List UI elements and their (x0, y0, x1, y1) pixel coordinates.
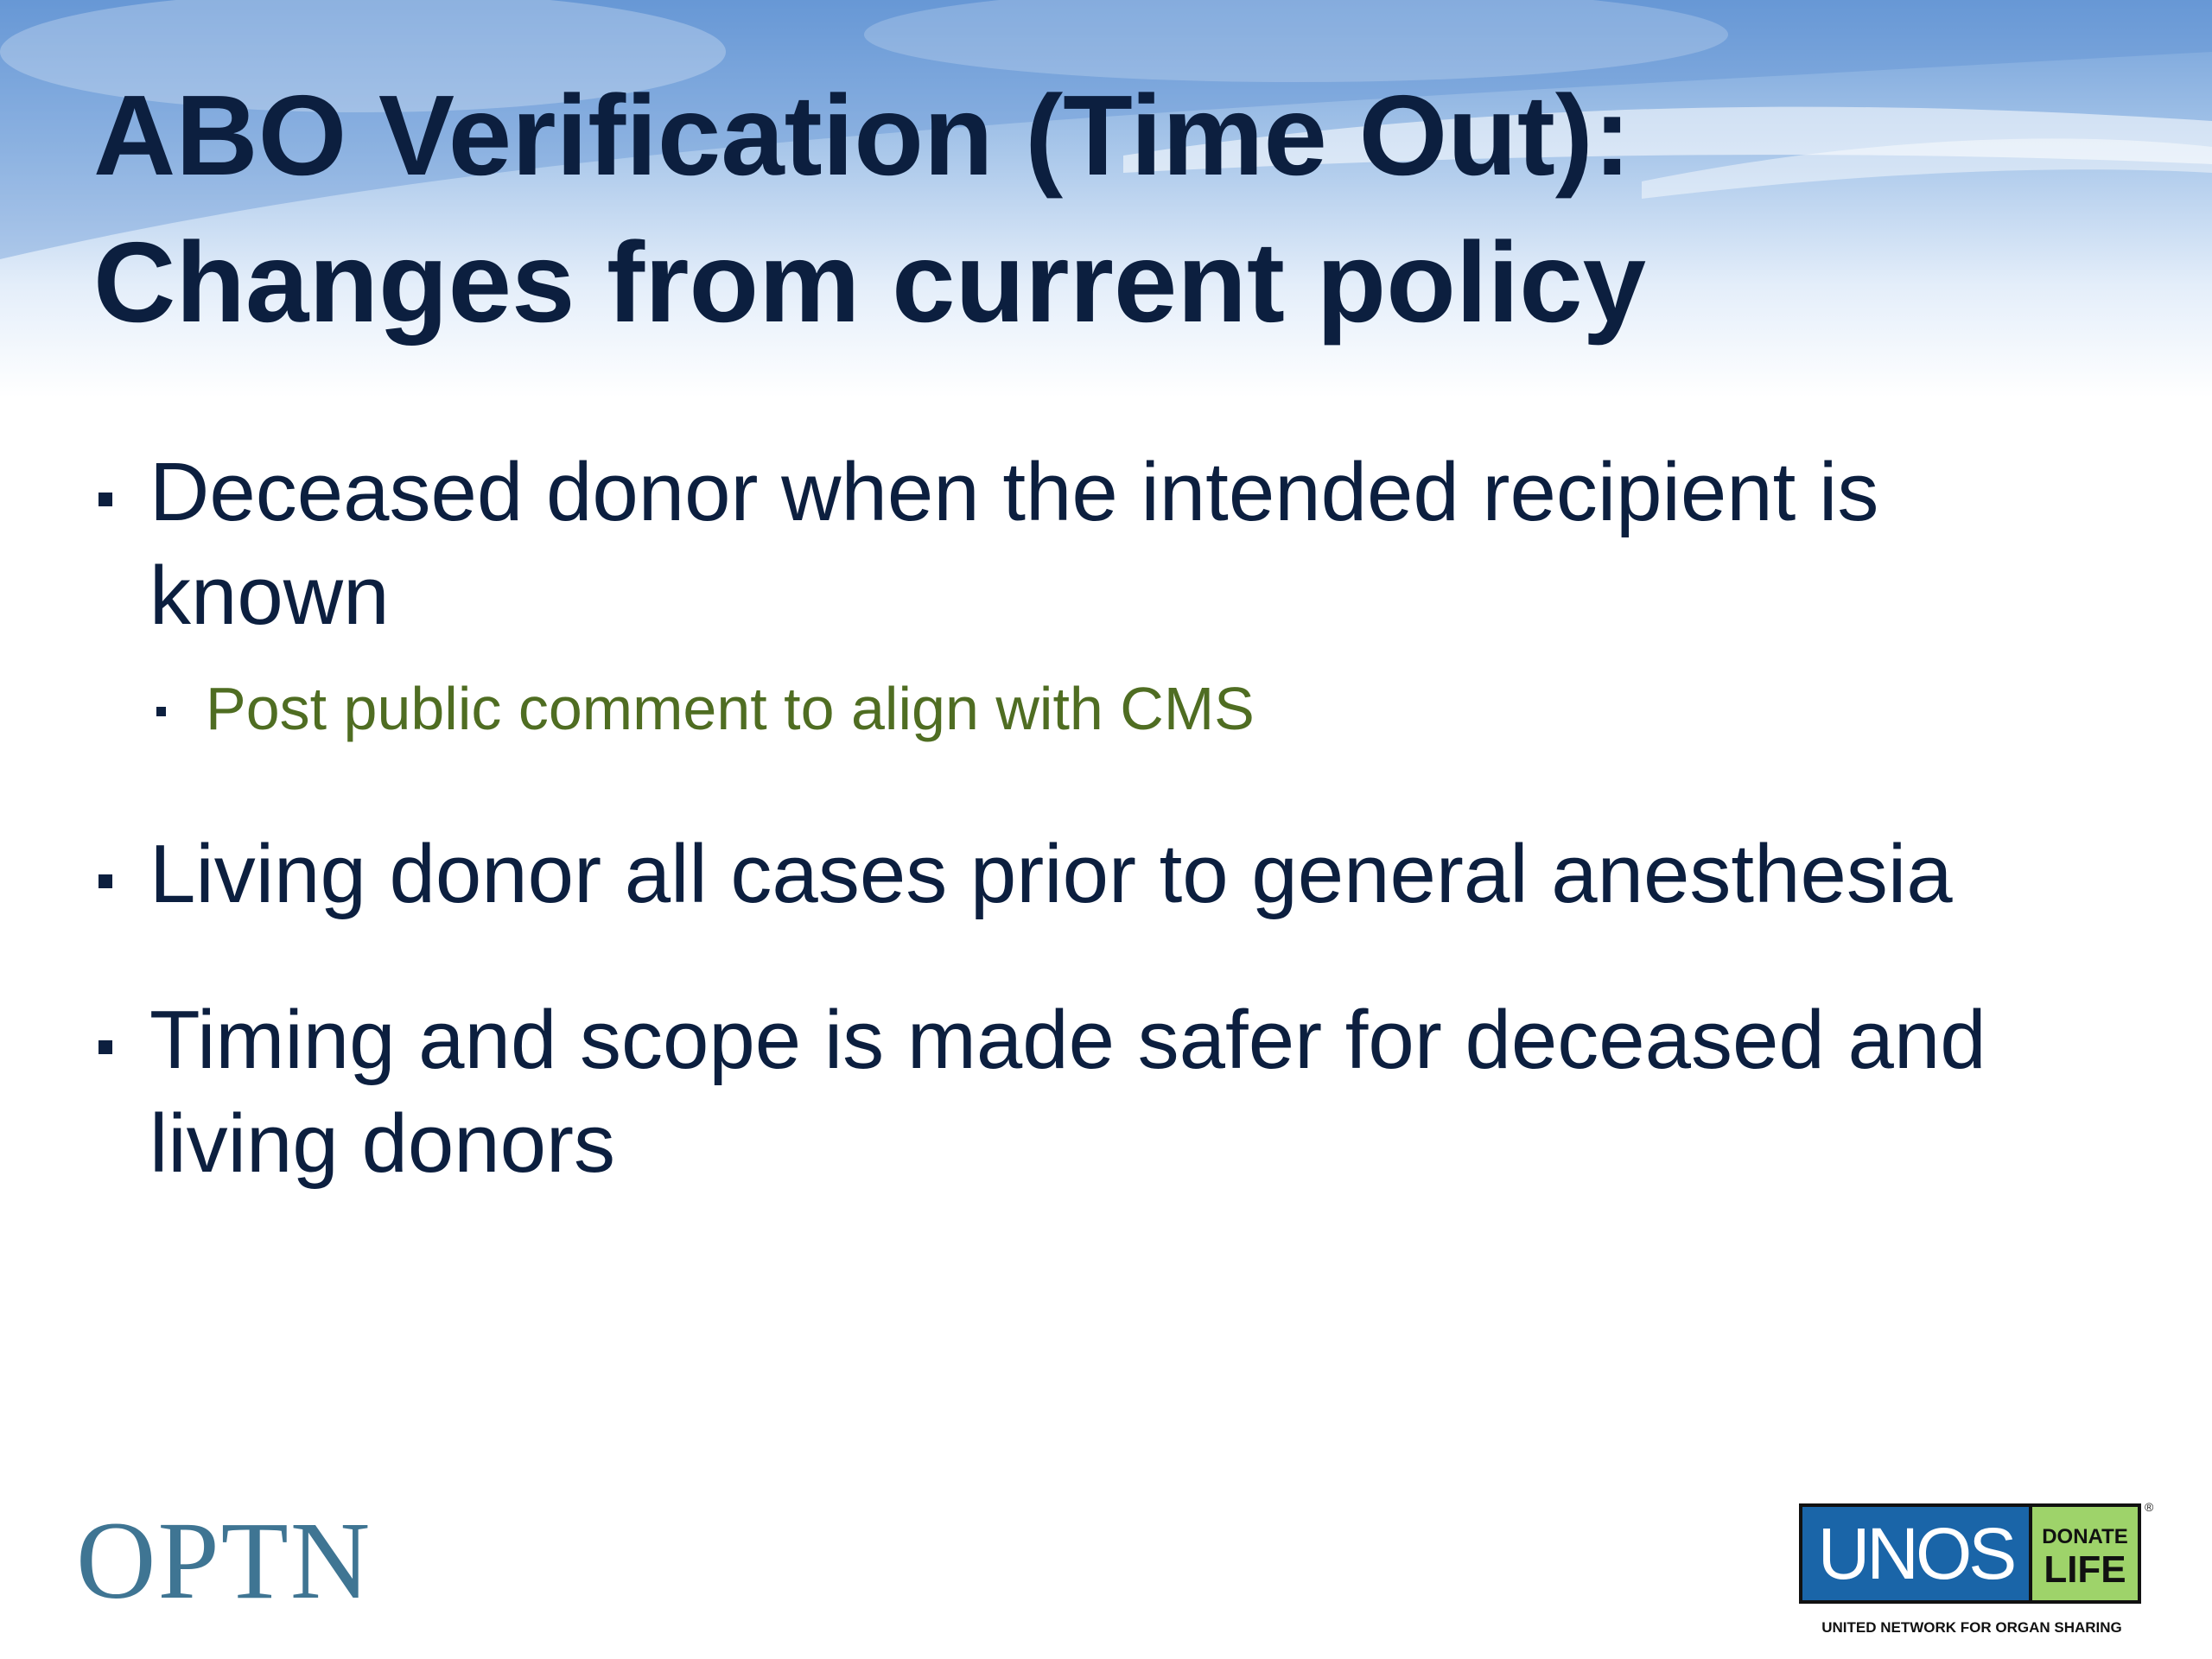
sub-bullet-marker-icon (156, 707, 166, 716)
bullet-deceased-donor (93, 441, 2124, 648)
title-line-2: Changes from current policy (93, 219, 1647, 346)
sub-bullet-post-public-comment (149, 671, 2124, 747)
donate-label: DONATE (2042, 1525, 2128, 1548)
unos-donate-life-logo (1799, 1500, 2154, 1638)
bullet-marker-icon (99, 493, 112, 506)
bullet-marker-icon (99, 874, 112, 888)
bullet-list (93, 441, 2124, 1196)
title-line-1: ABO Verification (Time Out): (93, 72, 1631, 199)
bullet-text: Living donor all cases prior to general anesthesia (149, 828, 1953, 920)
donate-life-badge (2032, 1503, 2141, 1604)
slide-title (93, 62, 2081, 356)
unos-wordmark: UNOS (1799, 1503, 2032, 1604)
bullet-text: Deceased donor when the intended recipient is known (149, 446, 1879, 642)
bullet-text: Timing and scope is made safer for deceased and living donors (149, 994, 1986, 1190)
bullet-timing-scope (93, 988, 2124, 1196)
unos-tagline: UNITED NETWORK FOR ORGAN SHARING (1821, 1619, 2122, 1636)
bullet-marker-icon (99, 1040, 112, 1054)
registered-mark: ® (2145, 1500, 2154, 1514)
bullet-living-donor (93, 823, 2124, 926)
sub-bullet-text: Post public comment to align with CMS (206, 675, 1255, 742)
optn-logo: OPTN (76, 1499, 372, 1622)
life-label: LIFE (2044, 1548, 2126, 1591)
